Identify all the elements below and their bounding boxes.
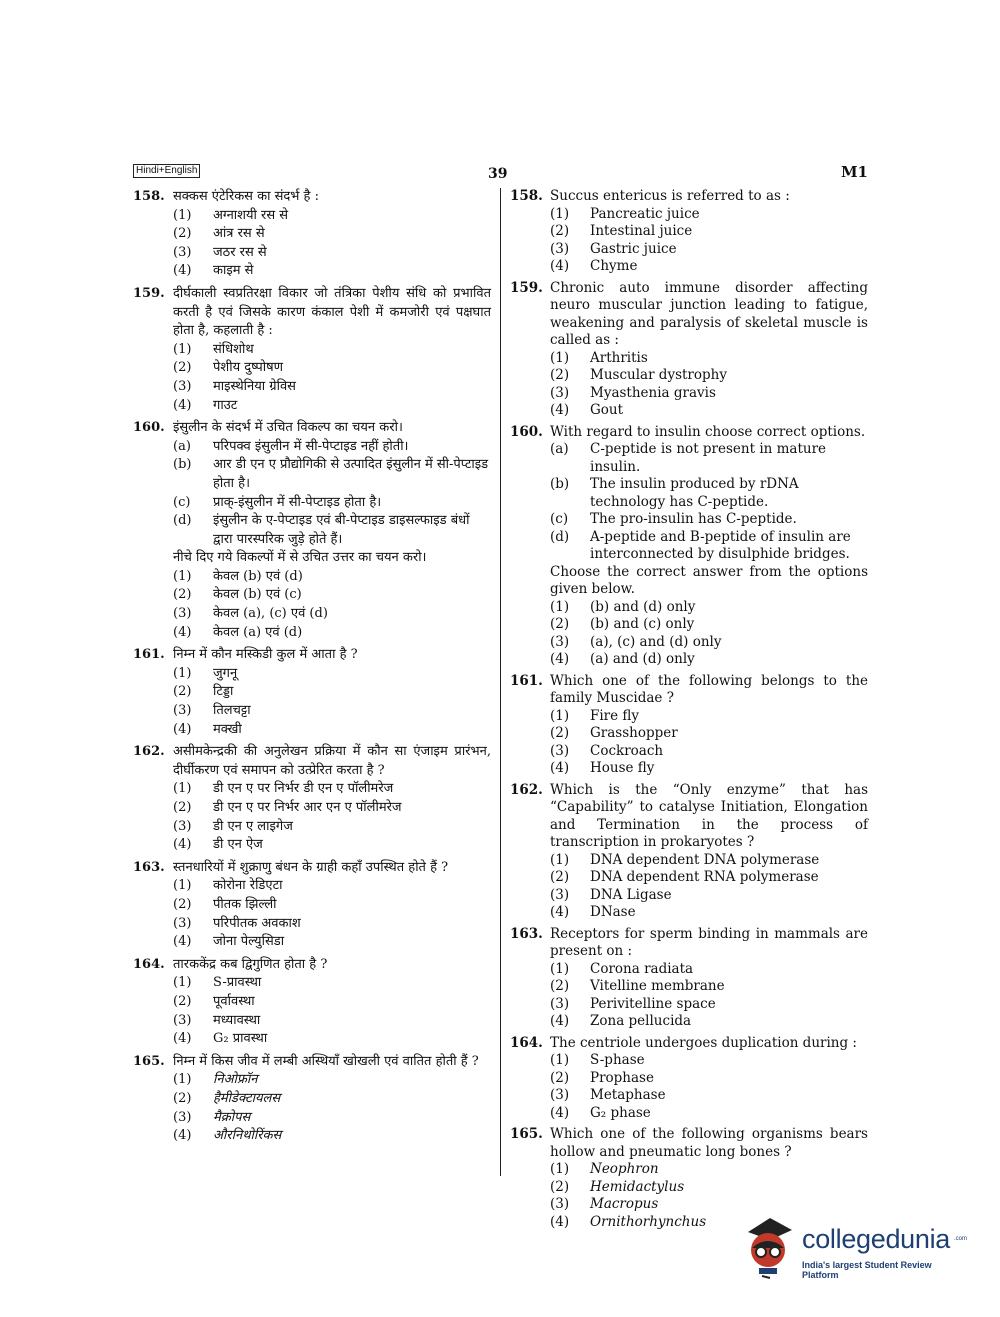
option-text: Pancreatic juice	[590, 205, 700, 222]
column-divider	[500, 188, 501, 1176]
question	[133, 743, 491, 855]
mascot-icon	[740, 1210, 800, 1285]
answer-option	[510, 634, 868, 652]
answer-option	[510, 996, 868, 1014]
question-number: 165.	[510, 1126, 543, 1142]
answer-option	[133, 780, 491, 799]
statement-text: परिपक्व इंसुलीन में सी-पेप्टाइड नहीं होती।	[213, 438, 409, 454]
option-text: केवल (b) एवं (d)	[213, 568, 303, 584]
option-text: Intestinal juice	[590, 223, 693, 239]
option-text: G₂ phase	[590, 1104, 651, 1121]
option-text: DNA dependent DNA polymerase	[590, 851, 820, 868]
option-text: Arthritis	[590, 349, 648, 366]
answer-option	[133, 1090, 491, 1109]
option-number: (1)	[550, 960, 570, 977]
option-number: (2)	[550, 223, 570, 239]
option-number: (1)	[550, 1161, 570, 1177]
answer-option	[510, 1052, 868, 1070]
answer-option	[133, 702, 491, 721]
question-number: 160.	[133, 420, 165, 436]
answer-option	[133, 665, 491, 684]
english-column	[510, 188, 868, 1235]
answer-option	[133, 359, 491, 378]
option-number: (3)	[550, 384, 570, 401]
answer-option	[133, 974, 491, 993]
question-text: Chronic auto immune disorder affecting neuro muscular junction leading to fatigue, weakening and paralysis of skeletal muscle is called as :	[550, 279, 868, 348]
option-text: Metaphase	[590, 1087, 666, 1103]
option-number: (4)	[173, 624, 192, 640]
answer-option	[510, 978, 868, 996]
option-number: (4)	[550, 1104, 570, 1121]
option-text: Ornithorhynchus	[590, 1213, 707, 1230]
option-number: (3)	[550, 633, 570, 650]
option-number: (4)	[550, 1013, 570, 1029]
statement-text: इंसुलीन के ए-पेप्टाइड एवं बी-पेप्टाइड डाइसल्फाइड बंधों द्वारा पारस्परिक जुड़े होते हैं।	[213, 513, 470, 547]
question	[510, 424, 868, 669]
question	[133, 285, 491, 415]
page-number: 39	[488, 166, 508, 182]
option-text: जुगनू	[213, 665, 238, 681]
option-text: Gastric juice	[590, 240, 677, 257]
option-text: Hemidactylus	[590, 1178, 685, 1195]
option-number: (3)	[550, 995, 570, 1012]
option-text: Vitelline membrane	[590, 978, 725, 994]
option-text: मध्यावस्था	[213, 1012, 261, 1028]
answer-option	[510, 616, 868, 634]
option-text: अग्नाशयी रस से	[213, 207, 289, 223]
statement-label: (a)	[173, 438, 191, 454]
option-number: (2)	[173, 587, 192, 603]
option-text: तिलचट्टा	[213, 703, 251, 719]
answer-option	[510, 852, 868, 870]
option-number: (1)	[173, 1072, 192, 1088]
question-stem	[510, 424, 868, 442]
answer-option	[133, 624, 491, 643]
option-number: (1)	[173, 781, 192, 797]
question	[133, 859, 491, 952]
option-number: (1)	[550, 205, 570, 222]
option-text: मक्खी	[213, 721, 242, 737]
question-stem	[510, 1035, 868, 1053]
answer-option	[510, 708, 868, 726]
option-text: निओफ्रॉन	[213, 1072, 258, 1088]
logo-tagline: India's largest Student Review Platform	[802, 1260, 932, 1280]
statement-label: (c)	[173, 494, 191, 510]
answer-option	[510, 206, 868, 224]
option-text: डी एन ऐज	[213, 837, 263, 853]
option-text: परिपीतक अवकाश	[213, 915, 301, 931]
instruction-text: नीचे दिए गये विकल्पों में से उचित उत्तर का चयन करो।	[173, 550, 427, 566]
answer-option	[510, 223, 868, 241]
question-text: With regard to insulin choose correct options.	[550, 423, 866, 440]
option-number: (4)	[173, 934, 192, 950]
question	[133, 1053, 491, 1146]
question	[510, 782, 868, 922]
question	[133, 419, 491, 642]
option-number: (1)	[173, 341, 192, 357]
answer-option	[133, 207, 491, 226]
option-number: (3)	[173, 1012, 192, 1028]
statement-text: The pro-insulin has C-peptide.	[590, 511, 797, 527]
option-number: (4)	[173, 1128, 192, 1144]
question-text: निम्न में कौन मस्किडी कुल में आता है ?	[173, 647, 358, 663]
option-text: कोरोना रेडिएटा	[213, 878, 283, 894]
question-number: 162.	[510, 781, 543, 798]
option-number: (1)	[550, 851, 570, 868]
question-text: असीमकेन्द्रकी की अनुलेखन प्रक्रिया में कौन सा एंजाइम प्रारंभन, दीर्घीकरण एवं समापन को उत्प्रेरित करता है ?	[173, 744, 491, 778]
option-number: (4)	[173, 397, 192, 413]
question	[510, 673, 868, 778]
question-stem	[133, 1053, 491, 1072]
question-stem	[133, 419, 491, 438]
statement-text: आर डी एन ए प्रौद्योगिकी से उत्पादित इंसुलीन में सी-पेप्टाइड होता है।	[213, 457, 489, 491]
language-tag: Hindi+English	[133, 164, 200, 178]
question-number: 158.	[510, 188, 543, 204]
question-number: 162.	[133, 744, 165, 760]
answer-option	[133, 993, 491, 1012]
answer-option	[133, 836, 491, 855]
option-number: (3)	[173, 606, 192, 622]
answer-option	[510, 1070, 868, 1088]
question-text: दीर्घकाली स्वप्रतिरक्षा विकार जो तंत्रिका पेशीय संधि को प्रभावित करती है एवं जिसके कारण कंकाल पेशी में कमजोरी एवं पक्षघात होता है, कहलाती है :	[173, 285, 491, 339]
option-number: (3)	[173, 818, 192, 834]
answer-option	[510, 1087, 868, 1105]
question-stem	[133, 646, 491, 665]
logo-wordmark: collegedunia	[802, 1224, 951, 1254]
hindi-column	[133, 188, 491, 1150]
option-number: (2)	[173, 1090, 192, 1106]
option-text: केवल (a) एवं (d)	[213, 624, 303, 640]
answer-option	[133, 605, 491, 624]
option-number: (4)	[173, 1031, 192, 1047]
option-text: House fly	[590, 760, 655, 776]
statement	[133, 494, 491, 513]
answer-option	[133, 896, 491, 915]
question-number: 163.	[510, 925, 543, 942]
question	[133, 188, 491, 281]
answer-option	[133, 1071, 491, 1090]
statement-text: प्राक्-इंसुलीन में सी-पेप्टाइड होता है।	[213, 494, 382, 510]
option-number: (4)	[550, 651, 570, 667]
option-text: पूर्वावस्था	[213, 993, 255, 1009]
answer-option	[133, 568, 491, 587]
answer-option	[510, 599, 868, 617]
option-text: Fire fly	[590, 707, 640, 724]
question-text: The centriole undergoes duplication during :	[550, 1034, 857, 1051]
option-text: संधिशोथ	[213, 341, 254, 357]
question-stem	[510, 673, 868, 708]
question	[133, 956, 491, 1049]
option-text: (a) and (d) only	[590, 651, 695, 667]
option-text: DNase	[590, 904, 636, 920]
answer-option	[133, 378, 491, 397]
answer-option	[510, 651, 868, 669]
answer-option	[510, 760, 868, 778]
option-text: Neophron	[590, 1161, 659, 1177]
option-text: गाउट	[213, 397, 238, 413]
option-number: (4)	[173, 721, 192, 737]
answer-option	[510, 743, 868, 761]
option-number: (3)	[173, 703, 192, 719]
option-text: Zona pellucida	[590, 1013, 692, 1029]
option-number: (2)	[173, 360, 192, 376]
option-number: (4)	[173, 837, 192, 853]
option-number: (2)	[173, 684, 192, 700]
option-number: (1)	[173, 878, 192, 894]
question	[510, 926, 868, 1031]
question	[510, 280, 868, 420]
option-text: Chyme	[590, 258, 638, 274]
statement	[133, 512, 491, 549]
question-stem	[510, 782, 868, 852]
option-number: (3)	[550, 1196, 570, 1212]
option-number: (2)	[550, 978, 570, 994]
statement-text: C-peptide is not present in mature insulin.	[590, 441, 827, 475]
option-text: Corona radiata	[590, 960, 694, 977]
statement-text: A-peptide and B-peptide of insulin are interconnected by disulphide bridges.	[590, 528, 851, 562]
statement	[133, 456, 491, 493]
question-text: Succus entericus is referred to as :	[550, 188, 790, 204]
answer-option	[510, 961, 868, 979]
question-text: Which one of the following organisms bears hollow and pneumatic long bones ?	[550, 1126, 868, 1160]
answer-option	[133, 1012, 491, 1031]
statement-label: (b)	[550, 476, 570, 492]
answer-option	[133, 721, 491, 740]
option-number: (4)	[550, 1213, 570, 1230]
question-number: 161.	[133, 647, 165, 663]
option-number: (1)	[550, 1052, 570, 1068]
answer-option	[510, 1013, 868, 1031]
option-number: (1)	[173, 665, 192, 681]
question-number: 164.	[133, 956, 165, 972]
statement	[510, 511, 868, 529]
option-text: आंत्र रस से	[213, 226, 265, 242]
option-text: S-प्रावस्था	[213, 975, 262, 991]
option-text: S-phase	[590, 1052, 645, 1068]
answer-option	[510, 869, 868, 887]
option-text: Macropus	[590, 1196, 659, 1212]
question-stem	[133, 859, 491, 878]
question-number: 164.	[510, 1034, 543, 1051]
question-text: इंसुलीन के संदर्भ में उचित विकल्प का चयन करो।	[173, 420, 403, 436]
option-number: (4)	[550, 402, 570, 418]
option-text: जोना पेल्युसिडा	[213, 934, 285, 950]
option-number: (3)	[173, 1109, 192, 1125]
statement-label: (c)	[550, 511, 569, 527]
question-text: तारककेंद्र कब द्विगुणित होता है ?	[173, 956, 328, 972]
option-number: (2)	[173, 896, 192, 912]
question-number: 163.	[133, 859, 165, 875]
option-number: (3)	[173, 378, 192, 394]
option-text: (b) and (c) only	[590, 616, 695, 632]
statement-label: (d)	[173, 513, 192, 529]
option-number: (4)	[550, 904, 570, 920]
answer-option	[133, 818, 491, 837]
answer-option	[510, 350, 868, 368]
option-text: DNA Ligase	[590, 886, 672, 903]
option-text: Grasshopper	[590, 725, 678, 741]
option-text: Myasthenia gravis	[590, 384, 716, 401]
option-text: पेशीय दुष्पोषण	[213, 360, 284, 376]
statement-label: (b)	[173, 457, 192, 473]
option-number: (4)	[173, 263, 192, 279]
question-stem	[133, 188, 491, 207]
statement-text: The insulin produced by rDNA technology has C-peptide.	[590, 476, 799, 510]
option-text: माइस्थेनिया ग्रेविस	[213, 378, 296, 394]
option-number: (3)	[173, 915, 192, 931]
option-number: (1)	[173, 568, 192, 584]
answer-option	[133, 586, 491, 605]
option-text: मैक्रोपस	[213, 1109, 251, 1125]
statement	[133, 438, 491, 457]
option-number: (1)	[173, 207, 192, 223]
option-number: (1)	[550, 598, 570, 615]
option-text: (a), (c) and (d) only	[590, 633, 722, 650]
question-text: स्तनधारियों में शुक्राणु बंधन के ग्राही कहाँ उपस्थित होते हैं ?	[173, 859, 449, 875]
question-stem	[133, 285, 491, 341]
collegedunia-logo	[740, 1210, 970, 1290]
option-text: डी एन ए पर निर्भर आर एन ए पॉलीमरेज	[213, 800, 402, 815]
answer-option	[133, 397, 491, 416]
answer-option	[510, 367, 868, 385]
option-number: (2)	[173, 226, 192, 242]
question-text: सक्कस एंटेरिकस का संदर्भ है :	[173, 189, 319, 204]
question-number: 165.	[133, 1053, 165, 1069]
answer-option	[133, 341, 491, 360]
answer-option	[510, 904, 868, 922]
question	[510, 1035, 868, 1123]
option-number: (2)	[550, 1069, 570, 1086]
option-number: (2)	[550, 367, 570, 383]
option-number: (3)	[550, 886, 570, 903]
option-text: टिड्डा	[213, 684, 234, 700]
answer-option	[510, 1179, 868, 1197]
instruction-text: Choose the correct answer from the options given below.	[550, 563, 868, 597]
question-number: 160.	[510, 423, 543, 440]
statement	[510, 529, 868, 564]
question-number: 161.	[510, 672, 543, 689]
statement-label: (d)	[550, 528, 570, 545]
statement	[510, 476, 868, 511]
answer-option	[510, 1105, 868, 1123]
question-text: निम्न में किस जीव में लम्बी अस्थियाँ खोखली एवं वातित होती हैं ?	[173, 1053, 479, 1069]
option-text: Muscular dystrophy	[590, 367, 727, 383]
answer-option	[510, 385, 868, 403]
paper-code: M1	[840, 163, 868, 181]
answer-option	[133, 799, 491, 818]
statement-label: (a)	[550, 441, 569, 457]
option-number: (1)	[550, 349, 570, 366]
option-text: Prophase	[590, 1069, 654, 1086]
question-text: Which one of the following belongs to the family Muscidae ?	[550, 672, 868, 706]
option-text: G₂ प्रावस्था	[213, 1031, 268, 1047]
question-stem	[510, 188, 868, 206]
question	[510, 188, 868, 276]
option-text: (b) and (d) only	[590, 598, 696, 615]
option-text: DNA dependent RNA polymerase	[590, 869, 819, 885]
option-text: Cockroach	[590, 742, 664, 759]
option-text: हैमीडेक्टायलस	[213, 1090, 281, 1106]
option-text: जठर रस से	[213, 244, 267, 260]
statement	[510, 441, 868, 476]
option-number: (2)	[550, 869, 570, 885]
option-number: (2)	[173, 800, 192, 815]
answer-option	[133, 244, 491, 263]
answer-option	[510, 241, 868, 259]
option-text: Gout	[590, 402, 624, 418]
answer-option	[133, 225, 491, 244]
answer-option	[133, 1127, 491, 1146]
question-number: 158.	[133, 189, 165, 204]
option-text: केवल (b) एवं (c)	[213, 587, 302, 603]
option-number: (1)	[550, 707, 570, 724]
answer-option	[133, 262, 491, 281]
answer-option	[510, 1161, 868, 1179]
option-text: पीतक झिल्ली	[213, 896, 277, 912]
answer-option	[133, 683, 491, 702]
answer-option	[133, 933, 491, 952]
answer-option	[133, 1030, 491, 1049]
option-text: Perivitelline space	[590, 995, 716, 1012]
answer-option	[133, 1109, 491, 1128]
option-text: औरनिथोरिंकस	[213, 1128, 282, 1144]
question-stem	[510, 280, 868, 350]
option-number: (2)	[550, 725, 570, 741]
answer-option	[510, 402, 868, 420]
option-number: (2)	[173, 993, 192, 1009]
option-number: (3)	[550, 240, 570, 257]
question	[133, 646, 491, 739]
question-text: Receptors for sperm binding in mammals are present on :	[550, 925, 868, 959]
option-text: डी एन ए पर निर्भर डी एन ए पॉलीमरेज	[213, 781, 394, 797]
option-number: (2)	[550, 616, 570, 632]
option-text: डी एन ए लाइगेज	[213, 818, 293, 834]
answer-option	[510, 258, 868, 276]
option-text: काइम से	[213, 263, 254, 279]
option-number: (3)	[550, 742, 570, 759]
option-number: (4)	[550, 760, 570, 776]
answer-option	[133, 915, 491, 934]
question-stem	[133, 956, 491, 975]
answer-option	[133, 877, 491, 896]
question-stem	[510, 926, 868, 961]
question-number: 159.	[510, 279, 543, 296]
option-number: (2)	[550, 1178, 570, 1195]
logo-suffix: .com	[954, 1236, 968, 1242]
option-number: (4)	[550, 258, 570, 274]
question-stem	[510, 1126, 868, 1161]
option-number: (3)	[550, 1087, 570, 1103]
answer-option	[510, 725, 868, 743]
question-number: 159.	[133, 285, 165, 301]
option-number: (3)	[173, 244, 192, 260]
question-text: Which is the “Only enzyme” that has “Capability” to catalyse Initiation, Elongation and Termination in the process of transcription in prokaryotes ?	[550, 781, 868, 850]
option-number: (1)	[173, 975, 192, 991]
answer-option	[510, 887, 868, 905]
question-stem	[133, 743, 491, 780]
option-text: केवल (a), (c) एवं (d)	[213, 606, 328, 622]
